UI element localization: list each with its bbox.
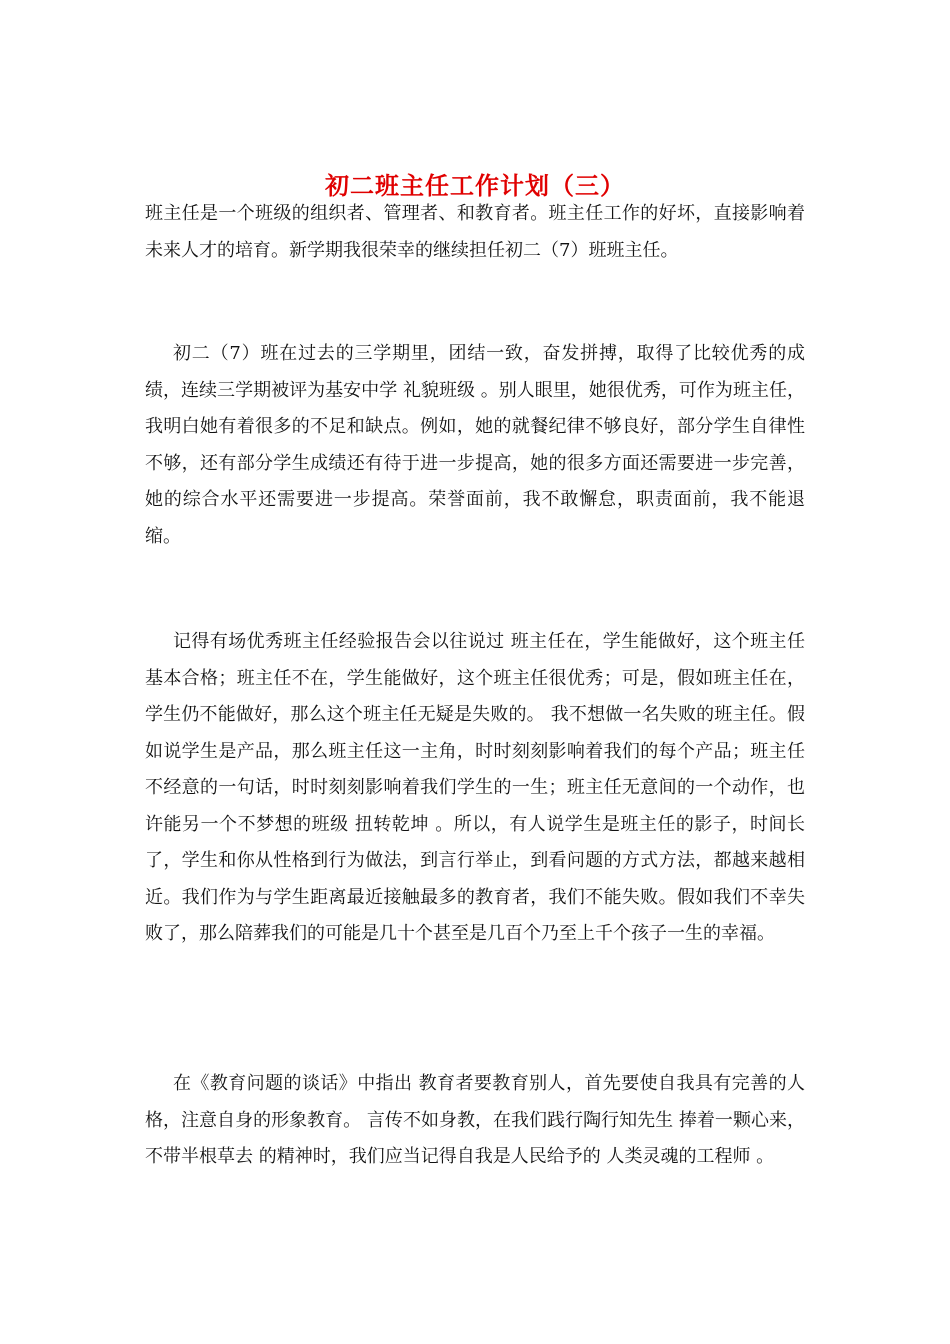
paragraph-experience-report: 记得有场优秀班主任经验报告会以往说过 班主任在，学生能做好，这个班主任基本合格；班主任不在，学生能做好，这个班主任很优秀；可是，假如班主任在，学生仍不能做好，那么这个班主任无疑是失败的。 我不想做一名失败的班主任。假如说学生是产品，那么班主任这一主角，时时刻刻影响着我们的每个产品；班主任不经意的一句话，时时刻刻影响着我们学生的一生；班主任无意间的一个动作，也许能另一个不梦想的班级 扭转乾坤 。所以，有人说学生是班主任的影子，时间长了，学生和你从性格到行为做法，到言行举止，到看问题的方式方法，都越来越相近。我们作为与学生距离最近接触最多的教育者，我们不能失败。假如我们不幸失败了，那么陪葬我们的可能是几十个甚至是几百个乃至上千个孩子一生的幸福。 <box>145 631 805 944</box>
paragraph-education-talk: 在《教育问题的谈话》中指出 教育者要教育别人，首先要使自我具有完善的人格，注意自身的形象教育。 言传不如身教，在我们践行陶行知先生 捧着一颗心来，不带半根草去 的精神时，我们应当记得自我是人民给予的 人类灵魂的工程师 。 <box>145 1073 805 1167</box>
paragraph-class-history: 初二（7）班在过去的三学期里，团结一致，奋发拼搏，取得了比较优秀的成绩，连续三学期被评为基安中学 礼貌班级 。别人眼里，她很优秀，可作为班主任，我明白她有着很多的不足和缺点。例如，她的就餐纪律不够良好，部分学生自律性不够，还有部分学生成绩还有待于进一步提高，她的很多方面还需要进一步完善，她的综合水平还需要进一步提高。荣誉面前，我不敢懈怠，职责面前，我不能退缩。 <box>145 343 805 547</box>
page-title: 初二班主任工作计划（三） <box>325 171 625 201</box>
paragraph-intro: 班主任是一个班级的组织者、管理者、和教育者。班主任工作的好坏，直接影响着未来人才的培育。新学期我很荣幸的继续担任初二（7）班班主任。 <box>145 203 805 261</box>
